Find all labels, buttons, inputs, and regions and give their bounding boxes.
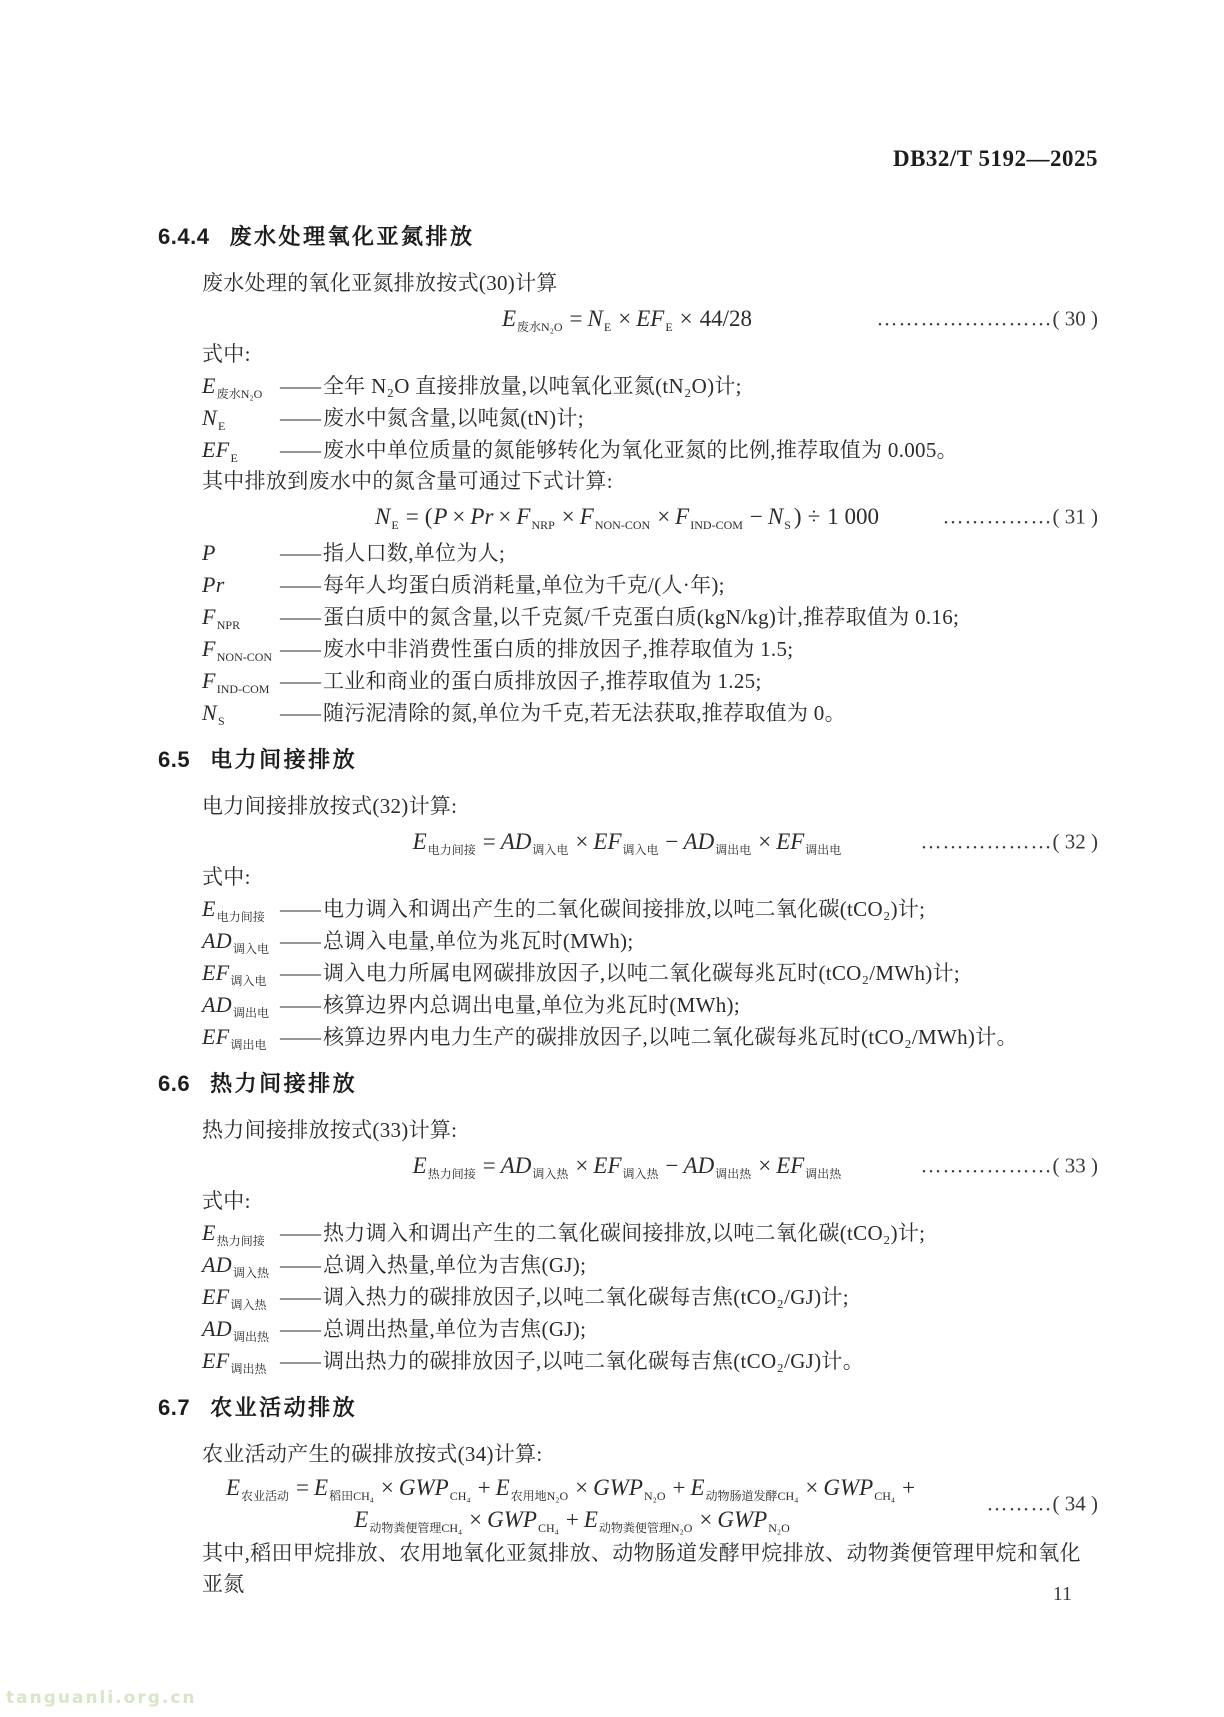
term-definition: 废水中非消费性蛋白质的排放因子,推荐取值为 1.5; [323,637,794,661]
formula-subscript: 电力间接 [216,910,265,924]
paragraph: 式中: [202,342,251,366]
term-row [202,537,1098,569]
formula-variable: E [314,1475,329,1500]
formula-variable: E [412,829,427,854]
term-row [202,925,1098,957]
formula-variable: GWP [717,1507,768,1532]
term-definition: 电力调入和调出产生的二氧化碳间接排放,以吨二氧化碳(tCO₂)计; [323,897,926,921]
formula-subscript: CH₄ [537,1521,559,1535]
term-dash: —— [280,573,320,597]
term-definition: 蛋白质中的氮含量,以千克氮/千克蛋白质(kgN/kg)计,推荐取值为 0.16; [323,605,960,629]
term-row [202,893,1098,925]
term-symbol [202,537,280,568]
formula-operator: − [665,1153,679,1178]
formula-subscript: E [665,320,673,334]
term-dash: —— [280,1253,320,1277]
formula-subscript: 调出电 [230,1038,267,1052]
formula-operator: × [575,829,589,854]
page-number: 11 [1052,1583,1072,1605]
formula-operator: × [469,1507,483,1532]
formula-subscript: 调入电 [532,843,569,857]
section-number: 6.6 [158,1071,191,1096]
term-symbol [202,633,280,664]
formula-subscript: 调出热 [232,1330,269,1344]
formula-variable: E [501,306,517,331]
formula-label: ( 30 ) [1052,306,1098,331]
term-row [202,1345,1098,1377]
doc-body [158,222,1098,1600]
formula-subscript: E [603,320,612,334]
paragraph: 其中排放到废水中的氮含量可通过下式计算: [202,469,613,493]
formula-subscript: 调出热 [805,1167,842,1181]
formula-operator: × [561,504,575,529]
formula-operator: × [452,504,466,529]
formula-variable: EF [202,960,230,985]
formula-operator: × [618,306,632,331]
doc-header-code: DB32/T 5192—2025 [892,146,1098,171]
section [158,1069,1098,1377]
formula-label: ( 32 ) [1052,829,1098,854]
formula-tail [943,505,1099,530]
formula-subscript: 农业活动 [241,1489,290,1503]
formula-variable: N [375,504,391,529]
formula-variable: AD [202,1252,232,1277]
term-definition: 热力调入和调出产生的二氧化碳间接排放,以吨二氧化碳(tCO₂)计; [323,1221,926,1245]
formula-multiline [158,1472,1098,1536]
term-row [202,402,1098,434]
section-title: 废水处理氧化亚氮排放 [229,224,475,249]
formula-subscript: 农用地N₂O [510,1489,569,1503]
formula-subscript: IND-COM [690,518,743,532]
formula-subscript: 调出电 [715,843,752,857]
formula-variable: E [202,1220,216,1245]
term-dash: —— [280,1317,320,1341]
formula-subscript: 热力间接 [216,1234,265,1248]
term-dash: —— [280,701,320,725]
formula-subscript: 调入热 [532,1167,569,1181]
formula-operator: × [575,1475,589,1500]
formula-subscript: E [391,518,399,532]
formula-subscript: CH₄ [449,1489,471,1503]
section-number: 6.5 [158,747,191,772]
paragraph: 农业活动产生的碳排放按式(34)计算: [202,1442,543,1466]
formula-variable: EF [202,1348,230,1373]
formula-operator: = [482,1153,496,1178]
formula-operator: + [902,1475,916,1500]
formula [502,306,754,332]
formula-operator: ) [793,504,802,529]
formula-variable: EF [593,829,622,854]
term-definition: 调入热力的碳排放因子,以吨二氧化碳每吉焦(tCO₂/GJ)计; [323,1285,849,1309]
formula-row [158,822,1098,862]
term-symbol [202,697,280,728]
formula-operator: = [296,1475,309,1500]
paragraph: 废水处理的氧化亚氮排放按式(30)计算 [202,271,558,295]
term-row [202,665,1098,697]
formula-variable: F [516,504,531,529]
term-symbol [202,665,280,696]
formula-operator: = [405,504,419,529]
term-row [202,569,1098,601]
formula-variable: P [202,540,216,565]
formula-operator: × [758,829,772,854]
formula-operator: ( [424,504,433,529]
term-symbol [202,1313,280,1344]
term-symbol [202,893,280,924]
formula-variable: N [587,306,603,331]
formula-operator: × [699,1507,713,1532]
formula-subscript: 调入电 [232,942,269,956]
formula-leader-dots: …………… [942,504,1053,529]
formula-variable: AD [500,829,532,854]
section-heading [158,1069,1098,1099]
formula-leader-dots: ……………… [920,829,1053,854]
formula-subscript: 电力间接 [427,843,476,857]
formula-variable: F [202,604,216,629]
term-symbol [202,370,280,401]
formula [413,1153,844,1179]
formula-leader-dots: …………………… [876,306,1053,331]
formula-leader-dots: ……………… [920,1153,1053,1178]
term-dash: —— [280,374,320,398]
formula-variable: AD [500,1153,532,1178]
formula-line [158,1472,988,1504]
formula-operator: − [749,504,763,529]
term-symbol [202,1217,280,1248]
formula-operator: + [477,1475,491,1500]
formula-variable: GWP [398,1475,449,1500]
formula-subscript: 调入电 [622,843,659,857]
term-definition: 随污泥清除的氮,单位为千克,若无法获取,推荐取值为 0。 [323,701,846,725]
term-symbol [202,1249,280,1280]
formula-variable: GWP [823,1475,874,1500]
section-number: 6.4.4 [158,224,210,249]
term-symbol [202,989,280,1020]
formula-operator: + [565,1507,579,1532]
term-row [202,434,1098,466]
section-title: 电力间接排放 [210,747,358,772]
formula-subscript: 调出电 [232,1006,269,1020]
formula-variable: F [202,668,216,693]
formula-subscript: 废水N₂O [517,320,563,334]
formula-subscript: 调出热 [230,1362,267,1376]
formula-variable: AD [202,928,232,953]
formula-tail [877,307,1099,332]
formula-operator: × [657,504,671,529]
term-dash: —— [280,1025,320,1049]
formula-label: ( 31 ) [1052,504,1098,529]
term-dash: —— [280,669,320,693]
section-heading [158,1393,1098,1423]
formula-variable: Pr [202,572,225,597]
formula-variable: AD [202,992,232,1017]
formula-subscript: IND-COM [216,682,270,696]
term-definition: 废水中单位质量的氮能够转化为氧化亚氮的比例,推荐取值为 0.005。 [323,438,958,462]
term-dash: —— [280,438,320,462]
term-row [202,1313,1098,1345]
formula-subscript: 动物肠道发酵CH₄ [705,1489,799,1503]
formula-variable: N [767,504,784,529]
formula-operator: = [482,829,496,854]
term-dash: —— [280,605,320,629]
formula-operator: × [575,1153,589,1178]
formula-label: ( 33 ) [1052,1153,1098,1178]
formula-variable: EF [202,1024,230,1049]
term-symbol [202,1021,280,1052]
term-dash: —— [280,993,320,1017]
watermark: tanguanli.org.cn [6,1688,197,1708]
formula-variable: F [202,636,216,661]
formula-subscript: 热力间接 [427,1167,476,1181]
term-row [202,697,1098,729]
formula-variable: GWP [487,1507,537,1532]
formula [413,829,844,855]
formula-variable: F [579,504,594,529]
formula-variable: AD [202,1316,232,1341]
formula-tail [921,830,1099,855]
term-row [202,601,1098,633]
formula-row [158,497,1098,537]
paragraph: 式中: [202,1189,251,1213]
term-definition: 调出热力的碳排放因子,以吨二氧化碳每吉焦(tCO₂/GJ)计。 [323,1349,865,1373]
formula-variable: N [202,700,217,725]
formula-variable: AD [683,1153,715,1178]
formula-operator: − [665,829,679,854]
formula-variable: E [583,1507,598,1532]
term-symbol [202,434,280,465]
section-heading [158,222,1098,252]
formula-subscript: 调入热 [230,1298,267,1312]
formula-subscript: E [230,451,238,465]
formula-operator: × [380,1475,394,1500]
formula-operator: × [498,504,512,529]
term-definition: 核算边界内总调出电量,单位为兆瓦时(MWh); [323,993,740,1017]
formula-subscript: S [217,714,225,728]
formula-subscript: NRP [531,518,555,532]
formula-variable: EF [202,437,230,462]
formula-operator: = [569,306,583,331]
formula-row [158,299,1098,339]
section-title: 热力间接排放 [210,1071,358,1096]
section-number: 6.7 [158,1395,191,1420]
formula-operator: × [805,1475,819,1500]
term-symbol [202,957,280,988]
section-title: 农业活动排放 [210,1395,358,1420]
formula [375,504,881,530]
term-definition: 调入电力所属电网碳排放因子,以吨二氧化碳每兆瓦时(tCO₂/MWh)计; [323,961,961,985]
formula-variable: EF [593,1153,622,1178]
formula-line [158,1504,988,1536]
formula-variable: AD [683,829,715,854]
formula-subscript: 动物粪便管理N₂O [598,1521,693,1535]
term-dash: —— [280,1221,320,1245]
formula-operator: + [672,1475,686,1500]
formula-leader-dots: ……… [986,1491,1053,1516]
formula-operator: ÷ [807,504,821,529]
formula-variable: P [433,504,448,529]
term-row [202,1249,1098,1281]
formula-subscript: NON-CON [594,518,651,532]
formula-subscript: N₂O [768,1521,790,1535]
term-row [202,957,1098,989]
term-dash: —— [280,1349,320,1373]
term-definition: 工业和商业的蛋白质排放因子,推荐取值为 1.25; [323,669,762,693]
term-symbol [202,601,280,632]
term-dash: —— [280,541,320,565]
formula-subscript: 调入电 [230,974,267,988]
formula-variable: E [225,1475,240,1500]
formula-operator: × [679,306,693,331]
formula-variable: E [412,1153,427,1178]
term-row [202,1021,1098,1053]
term-dash: —— [280,406,320,430]
formula-tail [987,1492,1099,1517]
formula-variable: EF [776,1153,805,1178]
formula-subscript: E [217,419,226,433]
term-definition: 全年 N₂O 直接排放量,以吨氧化亚氮(tN₂O)计; [323,374,742,398]
term-symbol [202,1345,280,1376]
formula-variable: E [354,1507,369,1532]
formula-variable: EF [776,829,805,854]
formula-subscript: 调出电 [805,843,842,857]
section [158,222,1098,729]
term-row [202,1281,1098,1313]
formula-operator: × [758,1153,772,1178]
section [158,1393,1098,1600]
formula-subscript: 调出热 [715,1167,752,1181]
term-symbol [202,402,280,433]
term-row [202,1217,1098,1249]
paragraph: 其中,稻田甲烷排放、农用地氧化亚氮排放、动物肠道发酵甲烷排放、动物粪便管理甲烷和氧化亚氮 [202,1541,1081,1596]
formula-operator: 1 000 [827,504,879,529]
formula-tail [921,1154,1099,1179]
paragraph: 式中: [202,865,251,889]
formula-variable: F [675,504,690,529]
section [158,745,1098,1053]
section-heading [158,745,1098,775]
formula-subscript: 调入热 [232,1266,269,1280]
term-dash: —— [280,961,320,985]
term-definition: 总调入电量,单位为兆瓦时(MWh); [323,929,634,953]
formula-variable: E [690,1475,705,1500]
term-definition: 总调出热量,单位为吉焦(GJ); [323,1317,587,1341]
formula-variable: Pr [470,504,494,529]
formula-subscript: 废水N₂O [216,387,263,401]
formula-subscript: NON-CON [216,650,273,664]
term-symbol [202,1281,280,1312]
term-definition: 指人口数,单位为人; [323,541,506,565]
term-row [202,989,1098,1021]
paragraph: 电力间接排放按式(32)计算: [202,794,458,818]
term-row [202,370,1098,402]
formula-subscript: NPR [216,618,241,632]
formula-variable: N [202,405,217,430]
formula-variable: EF [202,1284,230,1309]
term-definition: 核算边界内电力生产的碳排放因子,以吨二氧化碳每兆瓦时(tCO₂/MWh)计。 [323,1025,1018,1049]
formula-label: ( 34 ) [1052,1491,1098,1516]
formula-variable: E [495,1475,510,1500]
paragraph: 热力间接排放按式(33)计算: [202,1118,458,1142]
formula-variable: E [202,896,216,921]
term-definition: 总调入热量,单位为吉焦(GJ); [323,1253,587,1277]
term-dash: —— [280,929,320,953]
term-dash: —— [280,637,320,661]
term-dash: —— [280,897,320,921]
formula-variable: GWP [593,1475,643,1500]
formula-subscript: 动物粪便管理CH₄ [369,1521,463,1535]
formula-subscript: CH₄ [874,1489,896,1503]
formula-subscript: N₂O [643,1489,666,1503]
term-definition: 每年人均蛋白质消耗量,单位为千克/(人·年); [323,573,725,597]
formula-subscript: S [784,518,791,532]
term-definition: 废水中氮含量,以吨氮(tN)计; [323,406,584,430]
formula-subscript: 调入热 [622,1167,659,1181]
term-symbol [202,925,280,956]
formula-operator: 44/28 [699,306,753,331]
formula-subscript: 稻田CH₄ [329,1489,374,1503]
formula-row [158,1146,1098,1186]
formula-variable: EF [636,306,665,331]
term-dash: —— [280,1285,320,1309]
term-symbol [202,569,280,600]
term-row [202,633,1098,665]
formula-variable: E [202,373,216,398]
